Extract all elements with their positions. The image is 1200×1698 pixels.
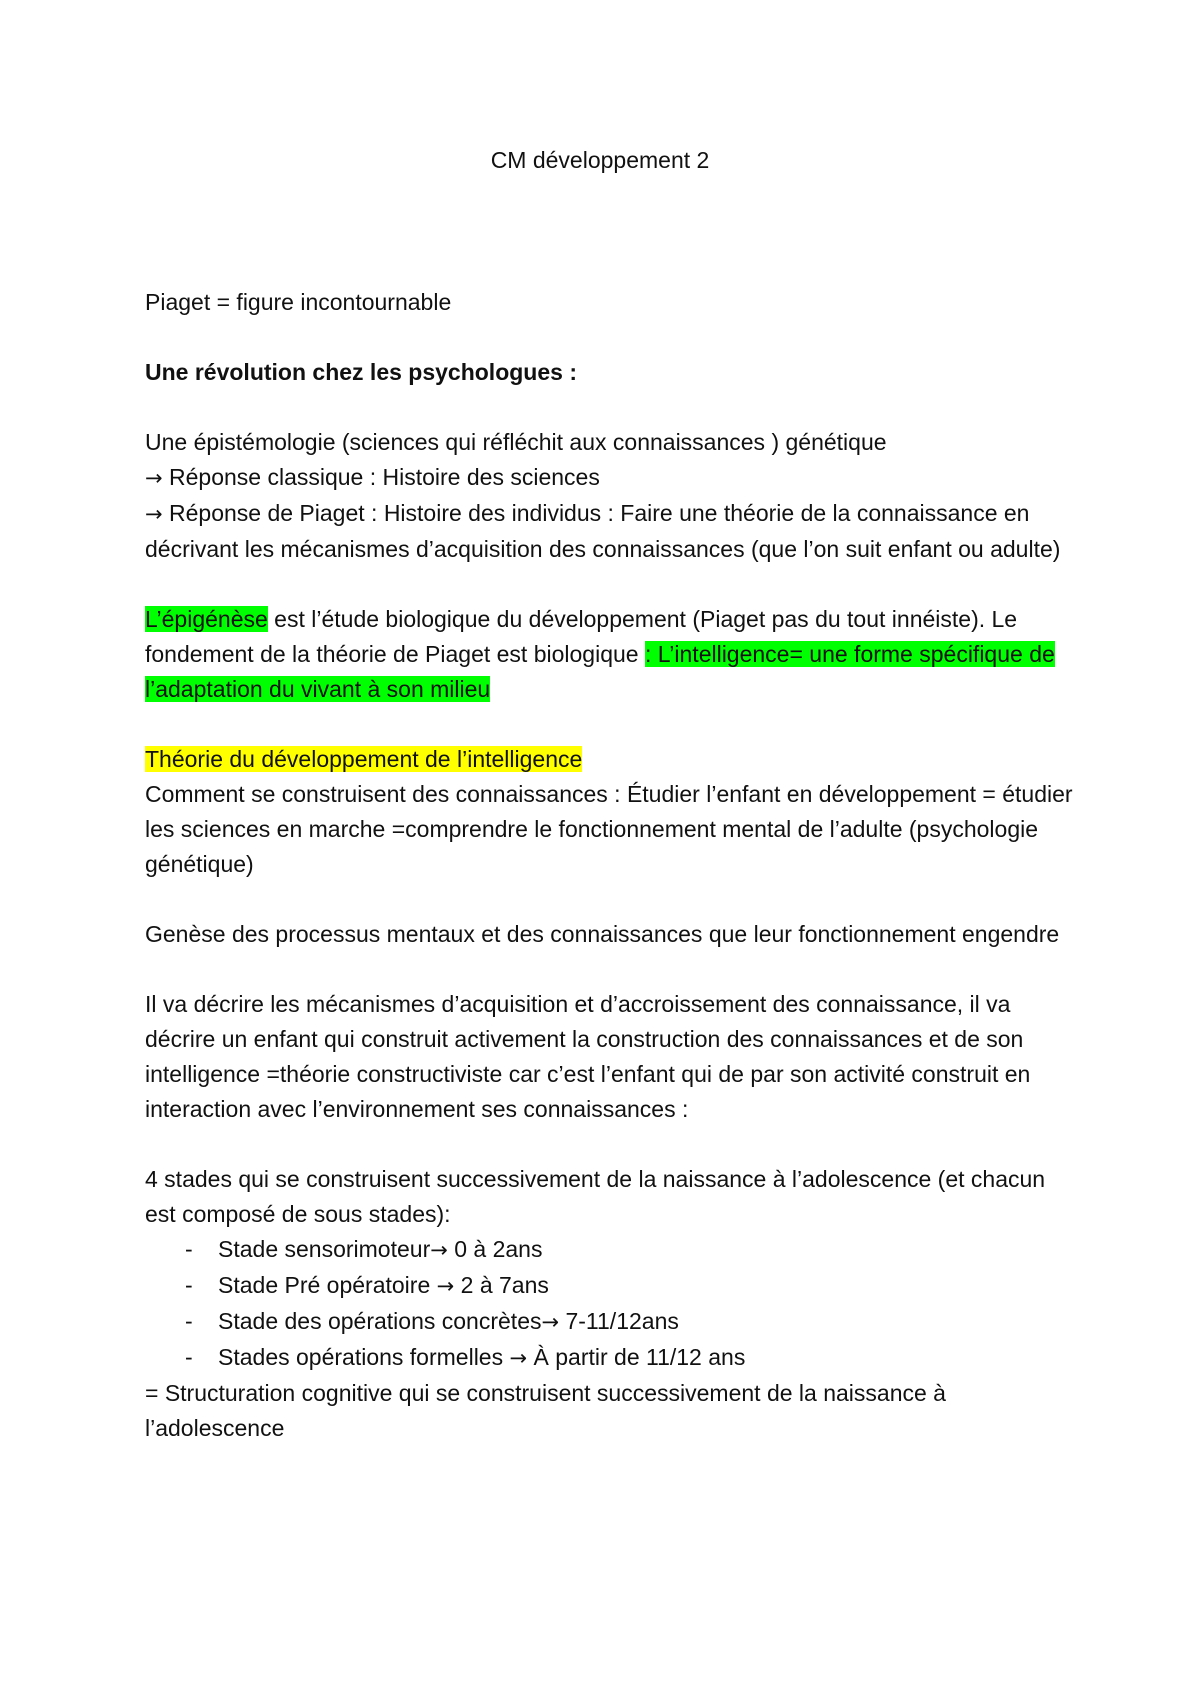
epistemology-line: Une épistémologie (sciences qui réfléchit aux connaissances ) génétique xyxy=(145,429,887,455)
theory-text: Comment se construisent des connaissances : Étudier l’enfant en développement = étudier les sciences en marche =comprendre le fonctionnement mental de l’adulte (psychologie génétique) xyxy=(145,781,1073,877)
intro-paragraph: Piaget = figure incontournable xyxy=(145,289,452,315)
highlighted-term: L’épigénèse xyxy=(145,606,268,632)
conclusion-paragraph: = Structuration cognitive qui se construisent successivement de la naissance à l’adolescence xyxy=(145,1380,946,1441)
arrow-item-text: Réponse classique : Histoire des sciences xyxy=(169,464,600,490)
list-item xyxy=(145,1232,1080,1268)
stage-label: Stades opérations formelles xyxy=(218,1344,510,1370)
arrow-right-icon: → xyxy=(145,466,163,490)
dash-bullet: - xyxy=(185,1344,193,1370)
dash-bullet: - xyxy=(185,1308,193,1334)
genese-paragraph: Genèse des processus mentaux et des connaissances que leur fonctionnement engendre xyxy=(145,921,1060,947)
epigenese-text: est l’étude biologique du développement (Piaget pas du tout innéiste). Le fondement de la théorie de Piaget est biologique xyxy=(145,606,1018,667)
arrow-right-icon: → xyxy=(541,1310,560,1334)
arrow-right-icon: → xyxy=(509,1346,528,1370)
stage-range: 2 à 7ans xyxy=(454,1272,549,1298)
arrow-right-icon: → xyxy=(436,1274,455,1298)
section-heading-revolution: Une révolution chez les psychologues : xyxy=(145,359,577,385)
stage-range: À partir de 11/12 ans xyxy=(527,1344,746,1370)
theory-paragraph xyxy=(145,742,1080,777)
document-body xyxy=(145,285,1080,1446)
dash-bullet: - xyxy=(185,1236,193,1262)
highlighted-definition: : L’intelligence= une forme spécifique de l’adaptation du vivant à son milieu xyxy=(145,641,1055,702)
epigenese-paragraph xyxy=(145,602,1080,707)
highlighted-heading: Théorie du développement de l’intelligence xyxy=(145,746,583,772)
stage-label: Stade Pré opératoire xyxy=(218,1272,437,1298)
arrow-item-piaget xyxy=(145,496,1080,567)
arrow-item-classic xyxy=(145,460,1080,496)
mechanisms-paragraph: Il va décrire les mécanismes d’acquisition et d’accroissement des connaissance, il va décrire un enfant qui construit activement la construction des connaissances et de son intelligence =théorie constructiviste car c’est l’enfant qui de par son activité construit en interaction avec l’environnement ses connaissances : xyxy=(145,991,1031,1122)
arrow-right-icon: → xyxy=(430,1238,448,1262)
stages-intro: 4 stades qui se construisent successivement de la naissance à l’adolescence (et chacun est composé de sous stades): xyxy=(145,1166,1046,1227)
stages-list xyxy=(145,1232,1080,1376)
list-item xyxy=(145,1340,1080,1376)
dash-bullet: - xyxy=(185,1272,193,1298)
list-item xyxy=(145,1268,1080,1304)
arrow-right-icon: → xyxy=(145,502,163,526)
stage-range: 0 à 2ans xyxy=(447,1236,543,1262)
arrow-item-text: Réponse de Piaget : Histoire des individus : Faire une théorie de la connaissance en décrivant les mécanismes d’acquisition des connaissances (que l’on suit enfant ou adulte) xyxy=(145,500,1061,562)
stage-label: Stade sensorimoteur xyxy=(218,1236,431,1262)
stage-range: 7-11/12ans xyxy=(559,1308,679,1334)
stage-label: Stade des opérations concrètes xyxy=(218,1308,542,1334)
document-title: CM développement 2 xyxy=(490,147,710,173)
list-item xyxy=(145,1304,1080,1340)
